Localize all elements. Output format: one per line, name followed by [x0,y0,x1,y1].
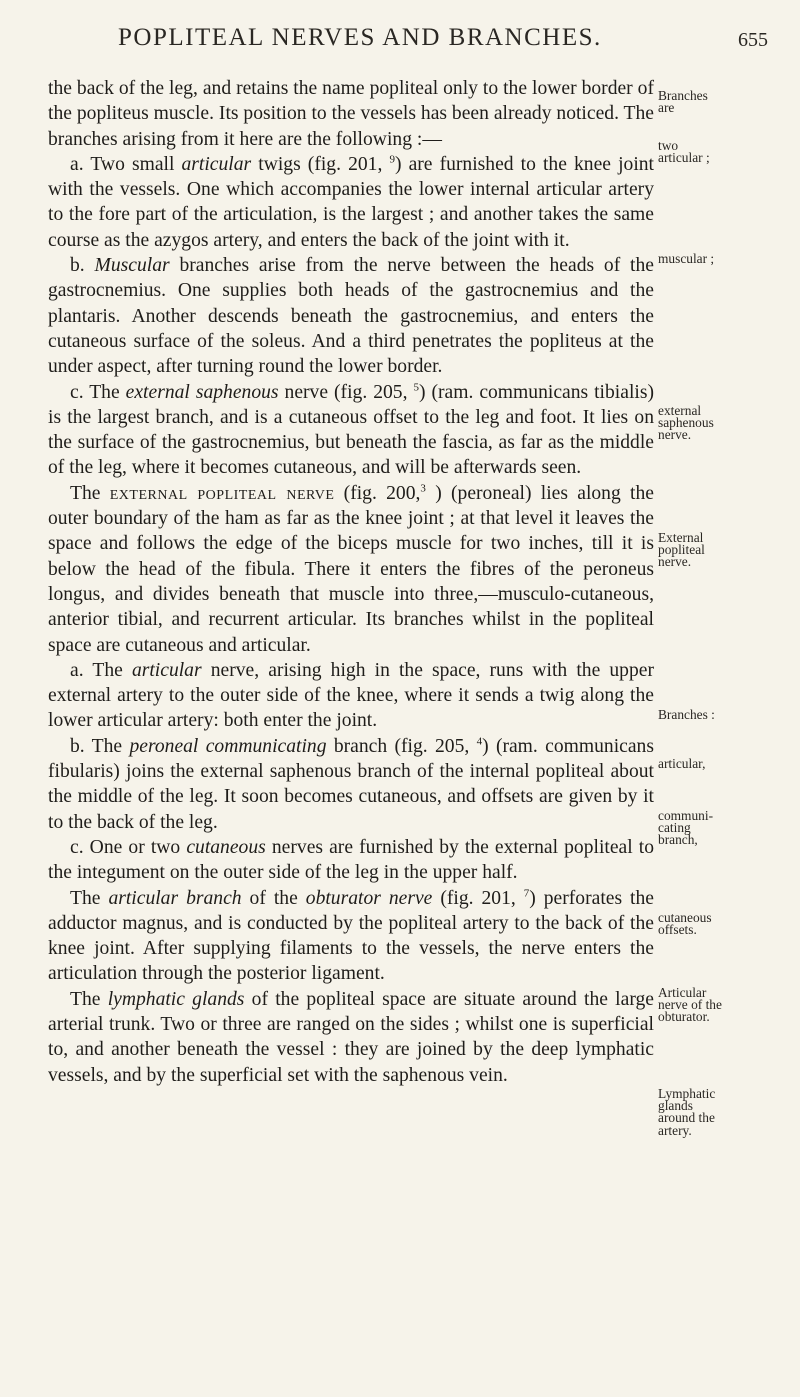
text-run: c. The [70,381,126,403]
paragraph-0 [48,76,654,152]
figure-reference: 4 [476,735,483,748]
text-run: of the popliteal space are situate around the large arterial trunk. Two or three are ranged on the sides ; whilst one is superficial to, and another beneath the vessel : they are joined by the deep lymphatic vessels, and by the superficial set with the saphenous vein. [48,988,654,1086]
margin-note-line: artery. [658,1122,692,1138]
figure-reference: 9 [389,153,395,166]
margin-note-line: saphenous [658,415,714,431]
margin-note-line: cutaneous [658,910,712,925]
text-run: ) (peroneal) lies along the outer boundary of the ham as far as the knee joint ; at that level it leaves the space and follows the edge of the biceps muscle for two inches, till it is below the head of the fibula. There it enters the fibres of the peroneus longus, and divides beneath that muscle into three,—musculo-cutaneous, anterior tibial, and recurrent articular. Its branches whilst in the popliteal space are cutaneous and articular. [48,482,654,656]
paragraph-6 [48,734,654,835]
text-run: b. [70,255,95,277]
text-run: ) perforates the adductor magnus, and is conducted by the popliteal artery to the back of the knee joint. After supplying filaments to the vessels, the nerve enters the articulation through the posterior ligament. [48,887,654,985]
margin-note-branches [658,90,796,114]
text-run: nerve, arising high in the space, runs with the upper external artery to the outer side of the knee, where it sends a twig along the lower articular artery: both enter the joint. [48,659,654,732]
paragraph-4 [48,481,654,658]
italic-term: lymphatic glands [107,988,245,1010]
margin-note-articular [658,758,796,770]
italic-term: cutaneous [186,836,266,858]
text-run: twigs (fig. 201, [251,153,390,175]
italic-term: peroneal communicating [129,735,327,757]
text-run: nerve (fig. 205, [278,381,414,403]
paragraph-2 [48,253,654,379]
text-run: branch (fig. 205, [326,735,477,757]
paragraph-7 [48,835,654,886]
italic-term: articular branch [108,887,242,909]
margin-note-line: External [658,530,704,545]
text-run: The [70,482,110,504]
margin-note-line: glands [658,1098,693,1114]
text-run: b. The [70,735,130,757]
margin-note-line: nerve. [658,427,692,443]
paragraph-1 [48,152,654,253]
text-run: branches arise from the nerve between the heads of the gastrocnemius. One supplies both heads of the gastrocnemius and the plantaris. Another descends beneath the gastrocnemius, and enters the cutaneous surface of the soleus. And a third penetrates the popliteus at the under aspect, after turning round the lower border. [48,255,654,378]
text-run: ) (ram. communicans fibularis) joins the external saphenous branch of the internal popliteal about the middle of the leg. It soon becomes cutaneous, and offsets are given by it to the back of the leg. [48,735,654,833]
margin-note-line: articular, [658,756,706,771]
margin-note-external-popliteal [658,532,796,569]
margin-note-line: Branches : [658,707,715,722]
margin-note-line: Branches [658,88,708,103]
text-run: a. The [70,659,132,681]
margin-note-line: nerve. [658,554,692,570]
figure-reference: 7 [523,886,530,899]
margin-note-line: articular ; [658,150,710,166]
margin-note-line: around the [658,1110,715,1126]
margin-note-line: Articular [658,985,707,1000]
paragraph-8 [48,886,654,987]
margin-note-line: obturator. [658,1009,710,1025]
margin-note-muscular [658,253,796,265]
figure-reference: 3 [420,482,426,495]
text-run: a. Two small [70,153,182,175]
margin-note-branches-2 [658,709,796,721]
body-text [48,76,654,1088]
text-run: of the [241,887,306,909]
margin-note-cutaneous-offsets [658,912,796,936]
margin-note-lymphatic [658,1088,796,1137]
page-number: 655 [738,29,768,51]
running-head: POPLITEAL NERVES AND BRANCHES. [118,24,602,51]
text-run: ) are furnished to the knee joint with the vessels. One which accompanies the lower internal articular artery to the fore part of the articulation, is the largest ; and another takes the same course as the azygos artery, and enters the back of the joint with it. [48,153,654,251]
margin-note-line: nerve of the [658,997,722,1013]
margin-note-communicating [658,810,796,847]
text-run: The [70,988,108,1010]
paragraph-9 [48,987,654,1088]
italic-term: Muscular [94,255,170,277]
text-run: the back of the leg, and retains the name popliteal only to the lower border of the popliteus muscle. Its position to the vessels has been already noticed. The branches arising from it here are the following :— [48,78,654,150]
margin-note-line: two [658,138,679,153]
text-run: (fig. 201, [432,887,524,909]
margin-note-obturator [658,987,796,1024]
italic-term: external saphenous [125,381,279,403]
paragraph-3 [48,380,654,481]
paragraph-5 [48,658,654,734]
margin-note-line: Lymphatic [658,1086,716,1101]
text-run: nerves are furnished by the external popliteal to the integument on the outer side of the leg in the upper half. [48,836,654,884]
text-run: c. One or two [70,836,187,858]
figure-reference: 5 [413,381,419,394]
margin-note-external-saphenous [658,405,796,442]
margin-note-line: cating [658,820,691,836]
margin-note-line: offsets. [658,922,697,938]
text-run: ) (ram. communicans tibialis) is the largest branch, and is a cutaneous offset to the leg and foot. It lies on the surface of the gastrocnemius, but beneath the fascia, as far as the middle of the leg, where it becomes cutaneous, and will be afterwards seen. [48,381,654,479]
italic-term: obturator nerve [305,887,433,909]
small-caps-term: external popliteal nerve [109,482,335,504]
text-run: The [70,887,109,909]
italic-term: articular [131,659,202,681]
margin-note-line: are [658,100,675,116]
margin-note-two-articular [658,140,796,164]
margin-note-line: muscular ; [658,251,715,266]
italic-term: articular [181,153,252,175]
margin-note-line: branch, [658,832,698,848]
text-run: (fig. 200, [334,482,421,504]
margin-note-line: external [658,403,702,418]
page-header [118,24,778,64]
margin-note-line: communi- [658,808,714,823]
margin-note-line: popliteal [658,542,705,558]
